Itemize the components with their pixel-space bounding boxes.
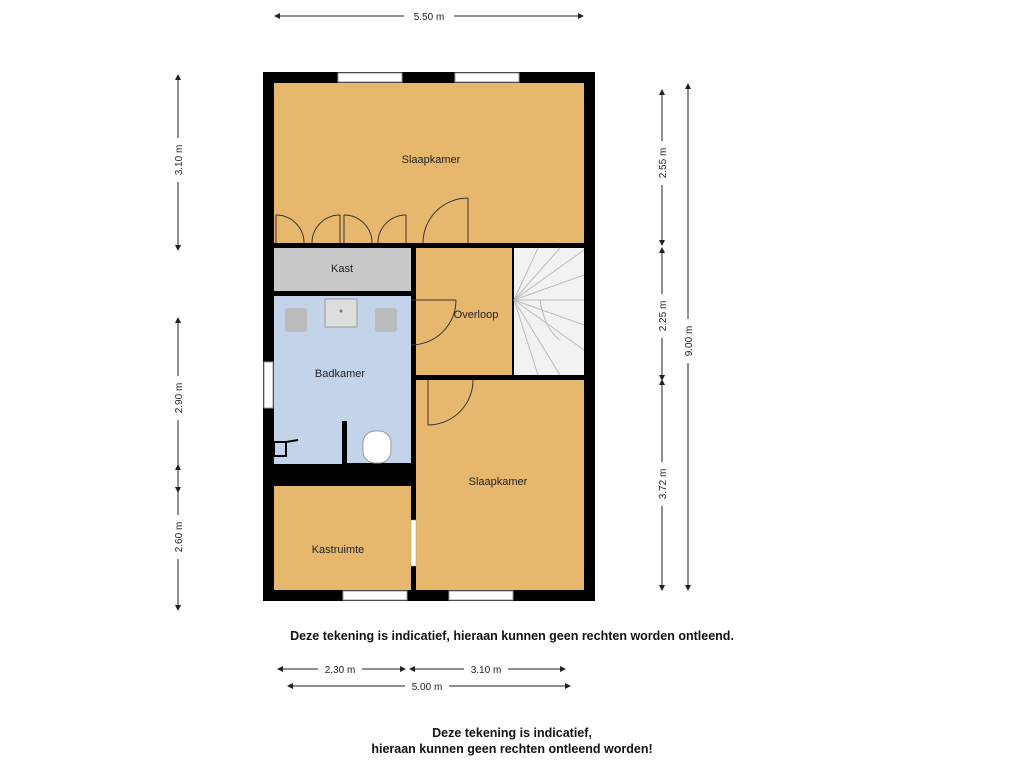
stairs — [514, 248, 584, 375]
label-kastruimte: Kastruimte — [311, 544, 365, 556]
toilet — [363, 431, 391, 463]
dim-right-total: 9.00 m — [684, 325, 695, 357]
dim-right-bottom: 3.72 m — [658, 468, 669, 500]
dim-right-middle: 2.25 m — [658, 300, 669, 332]
label-slaapkamer-top: Slaapkamer — [401, 154, 461, 166]
dim-bottom-left: 2.30 m — [324, 665, 356, 676]
dim-bottom-total: 5.00 m — [411, 682, 443, 693]
disclaimer-line: Deze tekening is indicatief, hieraan kunnen geen rechten worden ontleend. — [290, 629, 734, 643]
fixture-right — [375, 308, 397, 332]
dim-top-width: 5.50 m — [413, 12, 445, 23]
dim-left-bottom: 2.60 m — [174, 521, 185, 553]
wall-bath-bottom — [342, 463, 412, 486]
sink — [325, 299, 357, 327]
disclaimer-block — [0, 725, 1024, 757]
label-badkamer: Badkamer — [314, 368, 366, 380]
dim-left-middle: 2.90 m — [174, 382, 185, 414]
disclaimer-line-b: hieraan kunnen geen rechten ontleend worden! — [371, 742, 653, 756]
label-kast: Kast — [330, 263, 354, 275]
dim-right-top: 2.55 m — [658, 147, 669, 179]
disclaimer-line-a: Deze tekening is indicatief, — [432, 726, 592, 740]
fixture-left — [285, 308, 307, 332]
label-overloop: Overloop — [453, 309, 499, 321]
dim-bottom-right: 3.10 m — [470, 665, 502, 676]
dim-left-top: 3.10 m — [174, 144, 185, 176]
door-opening-kastruimte — [411, 520, 416, 566]
wall-toilet-enclosure — [342, 421, 347, 465]
room-kastruimte — [274, 486, 411, 590]
label-slaapkamer-bottom: Slaapkamer — [468, 476, 528, 488]
